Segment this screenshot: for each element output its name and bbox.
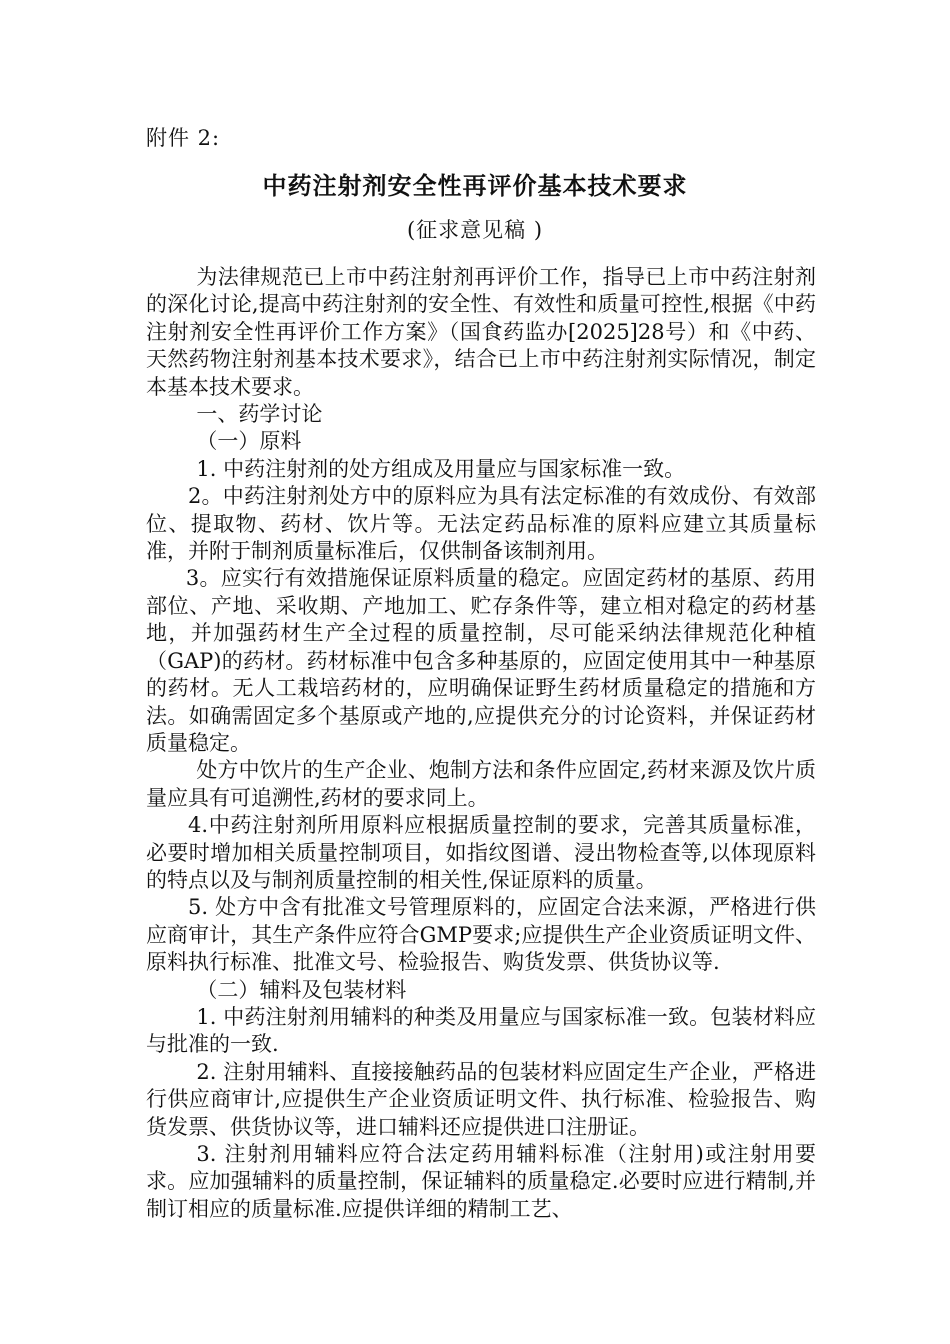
subsection-heading-raw-materials: （一）原料 [196,429,302,454]
attachment-label: 附件 2: [146,126,221,150]
paragraph-decoction-pieces: 处方中饮片的生产企业、炮制方法和条件应固定,药材来源及饮片质量应具有可追溯性,药材的要求同上。 [146,758,816,810]
paragraph-excipient-2: 2. 注射用辅料、直接接触药品的包装材料应固定生产企业，严格进行供应商审计,应提供生产企业资质证明文件、执行标准、检验报告、购货发票、供货协议等，进口辅料还应提供进口注册证。 [146,1059,816,1139]
subsection-heading-excipients: （二）辅料及包装材料 [196,977,407,1002]
document-body [146,264,816,1223]
paragraph-excipient-3: 3. 注射剂用辅料应符合法定药用辅料标准（注射用)或注射用要求。应加强辅料的质量控制，保证辅料的质量稳定.必要时应进行精制,并制订相应的质量标准.应提供详细的精制工艺、 [146,1142,816,1221]
paragraph-intro: 为法律规范已上市中药注射剂再评价工作，指导已上市中药注射剂的深化讨论,提高中药注射剂的安全性、有效性和质量可控性,根据《中药注射剂安全性再评价工作方案》（国食药监办[2025]28号）和《中药、天然药物注射剂基本技术要求》，结合已上市中药注射剂实际情况，制定本基本技术要求。 [146,265,816,399]
paragraph-excipient-1: 1. 中药注射剂用辅料的种类及用量应与国家标准一致。包装材料应与批准的一致. [146,1004,816,1057]
paragraph-item-4: 4.中药注射剂所用原料应根据质量控制的要求，完善其质量标准，必要时增加相关质量控制项目，如指纹图谱、浸出物检查等,以体现原料的特点以及与制剂质量控制的相关性,保证原料的质量。 [146,813,816,892]
document-title: 中药注射剂安全性再评价基本技术要求 [262,172,688,200]
paragraph-item-1: 1. 中药注射剂的处方组成及用量应与国家标准一致。 [196,456,686,481]
document-subtitle: (征求意见稿 ) [406,218,544,242]
paragraph-item-3: 3。应实行有效措施保证原料质量的稳定。应固定药材的基原、药用部位、产地、采收期、产地加工、贮存条件等，建立相对稳定的药材基地，并加强药材生产全过程的质量控制，尽可能采纳法律规范化种植（GAP)的药材。药材标准中包含多种基原的，应固定使用其中一种基原的药材。无人工栽培药材的，应明确保证野生药材质量稳定的措施和方法。如确需固定多个基原或产地的,应提供充分的讨论资料，并保证药材质量稳定。 [146,566,816,755]
paragraph-item-2: 2。中药注射剂处方中的原料应为具有法定标准的有效成份、有效部位、提取物、药材、饮片等。无法定药品标准的原料应建立其质量标准，并附于制剂质量标准后，仅供制备该制剂用。 [146,484,816,564]
paragraph-item-5: 5. 处方中含有批准文号管理原料的，应固定合法来源，严格进行供应商审计，其生产条件应符合GMP要求;应提供生产企业资质证明文件、原料执行标准、批准文号、检验报告、购货发票、供货协议等. [146,895,816,975]
section-heading-pharmacy: 一、药学讨论 [196,402,323,427]
